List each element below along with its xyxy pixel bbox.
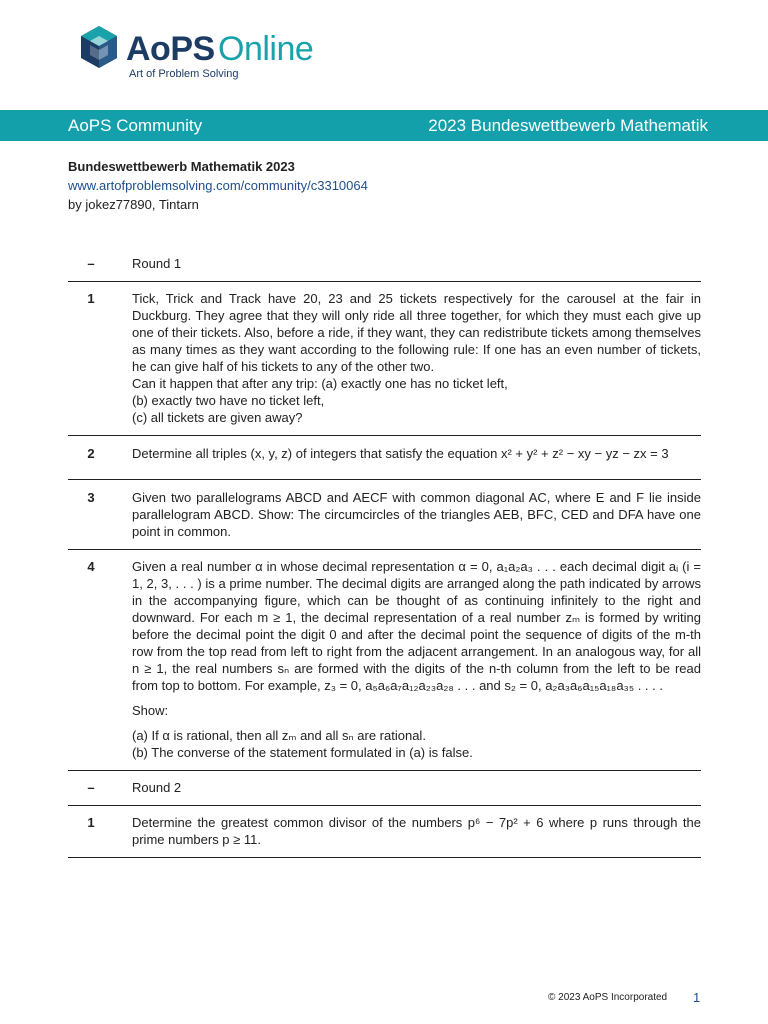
problem-text: (b) exactly two have no ticket left, (132, 393, 325, 408)
round-header (68, 247, 701, 282)
problem-text: Given a real number α in whose decimal representation α = 0, a₁a₂a₃ . . . each decimal digit aᵢ (i = 1, 2, 3, . . . ) is a prime number. The decimal digits are arranged along the path indicated by arrows in the accompanying figure, which can be thought of as continuing infinitely to the right and downward. For each m ≥ 1, the decimal representation of a real number zₘ is formed by writing before the decimal point the digit 0 and after the decimal point the sequence of digits of the m-th row from the top read from left to right from the adjacent arrangement. In an analogous way, for all n ≥ 1, the real numbers sₙ are formed with the digits of the n-th column from the left to be read from top to bottom. For example, z₃ = 0, a₅a₆a₇a₁₂a₂₃a₂₈ . . . and s₂ = 0, a₂a₃a₆a₁₅a₁₈a₃₅ . . . . (132, 559, 701, 693)
logo-online-text: Online (218, 30, 314, 68)
logo-aops-text: AoPS (126, 30, 215, 68)
document-title: Bundeswettbewerb Mathematik 2023 (68, 159, 295, 174)
problem-text: (c) all tickets are given away? (132, 410, 303, 425)
community-link[interactable]: www.artofproblemsolving.com/community/c3310064 (68, 178, 368, 193)
banner-contest-title: 2023 Bundeswettbewerb Mathematik (428, 116, 708, 135)
aops-online-logo (78, 24, 338, 86)
aops-cube-icon (78, 24, 120, 70)
problem-list (68, 247, 701, 858)
page-number: 1 (693, 990, 701, 1005)
logo-tagline: Art of Problem Solving (129, 68, 239, 80)
authors: by jokez77890, Tintarn (68, 197, 199, 212)
round-label: Round 1 (132, 256, 182, 271)
problem-number: 1 (87, 291, 95, 306)
problem-number: 3 (87, 490, 95, 505)
problem-number: 1 (87, 815, 95, 830)
problem-text: Can it happen that after any trip: (a) exactly one has no ticket left, (132, 376, 508, 391)
problem-text: Given two parallelograms ABCD and AECF with common diagonal AC, where E and F lie inside parallelogram ABCD. Show: The circumcircles of the triangles AEB, BFC, CED and DFA have one point in common. (132, 490, 701, 539)
problem-row (68, 806, 701, 858)
problem-row (68, 436, 701, 480)
problem-text: Determine the greatest common divisor of the numbers p⁶ − 7p² + 6 where p runs through the prime numbers p ≥ 11. (132, 815, 701, 847)
problem-number: – (87, 780, 95, 795)
document-meta (68, 157, 368, 214)
problem-row (68, 282, 701, 436)
problem-number: 2 (87, 446, 95, 461)
problem-text: (b) The converse of the statement formulated in (a) is false. (132, 745, 473, 760)
problem-text: Show: (132, 703, 169, 718)
banner-community: AoPS Community (68, 116, 203, 135)
problem-number: 4 (87, 559, 95, 574)
problem-text: Determine all triples (x, y, z) of integers that satisfy the equation x² + y² + z² − xy − yz − zx = 3 (132, 446, 669, 461)
problem-row (68, 550, 701, 771)
footer-copyright: © 2023 AoPS Incorporated (548, 992, 668, 1003)
problem-number: – (87, 256, 95, 271)
round-header (68, 771, 701, 806)
problem-row (68, 480, 701, 550)
problem-text: (a) If α is rational, then all zₘ and all sₙ are rational. (132, 728, 426, 743)
header-banner (0, 110, 768, 141)
problem-text: Tick, Trick and Track have 20, 23 and 25 tickets respectively for the carousel at the fair in Duckburg. They agree that they will only ride all three together, for which they must each give up one of their tickets. Also, before a ride, if they want, they can redistribute tickets among themselves as many times as they want according to the following rule: If one has an even number of tickets, he can give half of his tickets to any of the other two. (132, 291, 701, 374)
round-label: Round 2 (132, 780, 182, 795)
